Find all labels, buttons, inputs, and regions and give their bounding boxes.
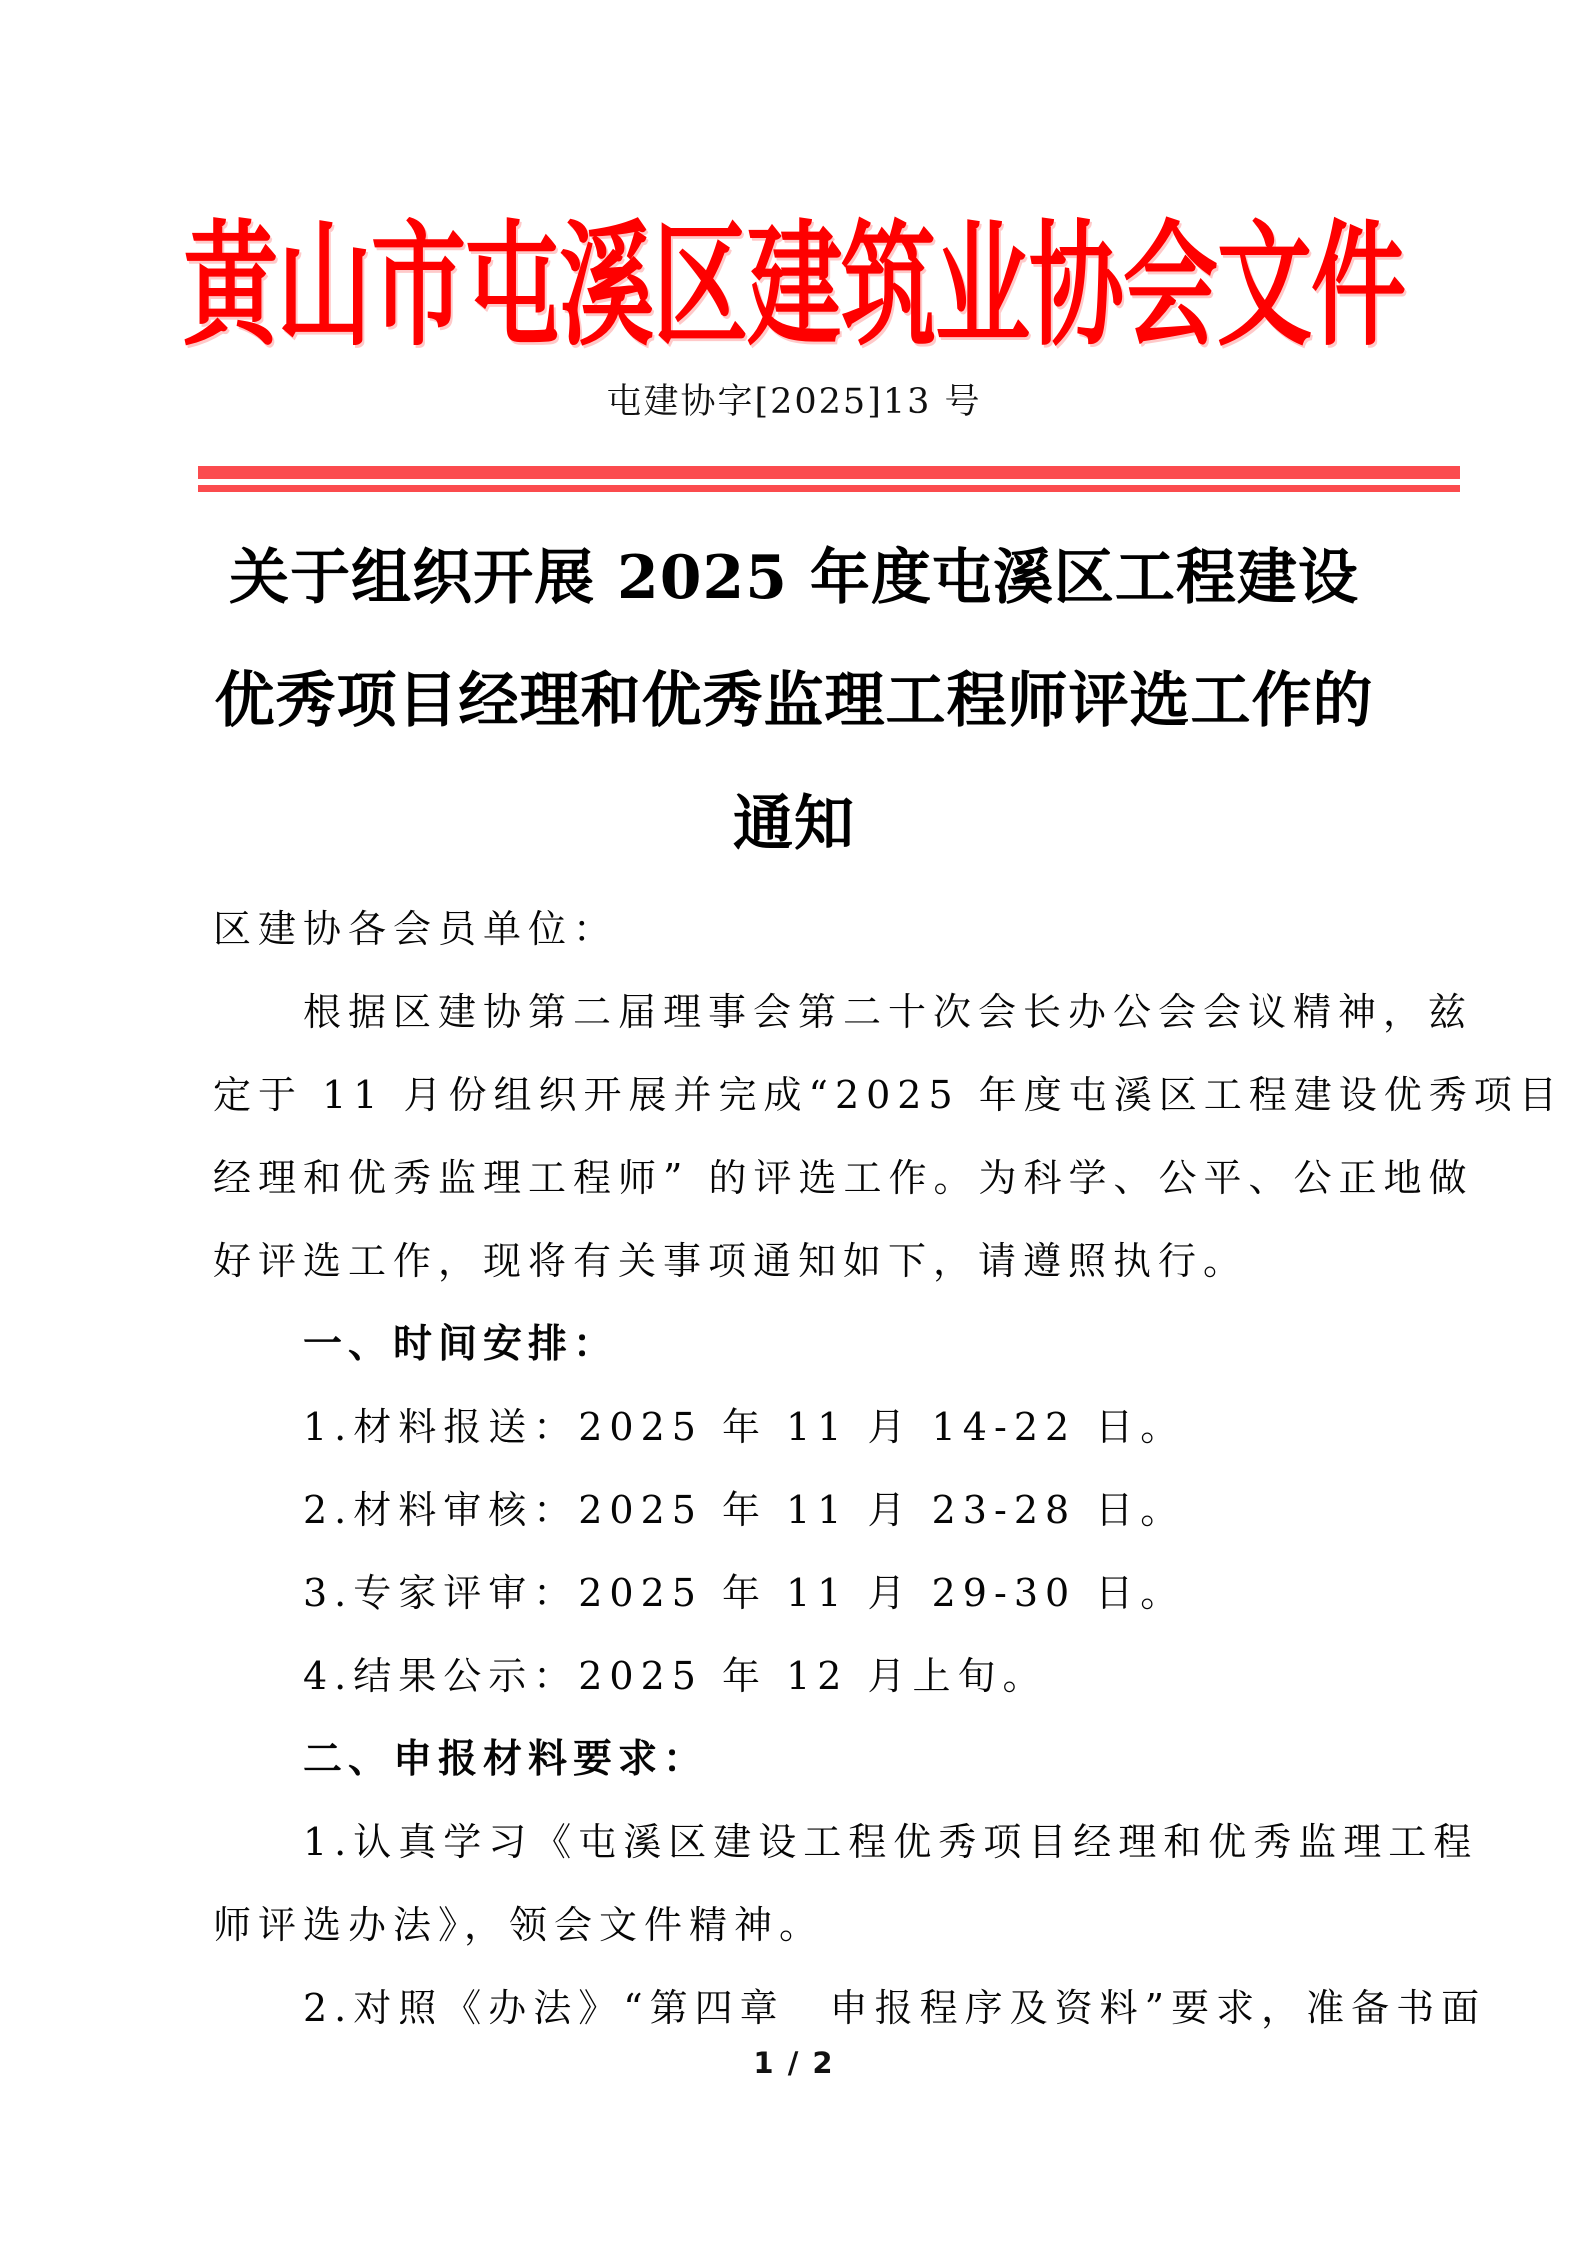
document-title-line-1: 关于组织开展 2025 年度屯溪区工程建设 [229, 543, 1359, 613]
body-line: 定于 11 月份组织开展并完成“2025 年度屯溪区工程建设优秀项目 [213, 1073, 1564, 1117]
schedule-item-2: 2.材料审核：2025 年 11 月 23-28 日。 [303, 1488, 1186, 1532]
schedule-item-4: 4.结果公示：2025 年 12 月上旬。 [303, 1654, 1048, 1698]
body-line-salutation: 区建协各会员单位： [213, 907, 619, 951]
document-title-line-2: 优秀项目经理和优秀监理工程师评选工作的 [214, 666, 1374, 736]
document-title [0, 517, 1588, 886]
page-number-indicator: 1 / 2 [753, 2046, 835, 2080]
body-line: 经理和优秀监理工程师” 的评选工作。为科学、公平、公正地做 [213, 1156, 1474, 1200]
red-rule-thin [198, 485, 1460, 492]
requirement-item-2: 2.对照《办法》“第四章 申报程序及资料”要求，准备书面 [303, 1986, 1487, 2030]
body-line: 师评选办法》，领会文件精神。 [213, 1903, 825, 1947]
document-body [213, 888, 1564, 2050]
document-title-line-3: 通知 [733, 789, 855, 859]
section-heading-2: 二、申报材料要求： [303, 1737, 709, 1782]
document-number: 屯建协字[2025]13 号 [606, 382, 982, 422]
section-heading-1: 一、时间安排： [303, 1322, 619, 1367]
masthead-org-title-text: 黄山市屯溪区建筑业协会文件 [182, 207, 1405, 366]
red-double-rule [198, 466, 1460, 492]
requirement-item-1: 1.认真学习《屯溪区建设工程优秀项目经理和优秀监理工程 [303, 1820, 1479, 1864]
body-line: 根据区建协第二届理事会第二十次会长办公会会议精神，兹 [303, 990, 1474, 1034]
schedule-item-1: 1.材料报送：2025 年 11 月 14-22 日。 [303, 1405, 1186, 1449]
schedule-item-3: 3.专家评审：2025 年 11 月 29-30 日。 [303, 1571, 1186, 1615]
masthead-org-title [0, 207, 1588, 366]
red-rule-thick [198, 466, 1460, 479]
body-line: 好评选工作，现将有关事项通知如下，请遵照执行。 [213, 1239, 1249, 1283]
